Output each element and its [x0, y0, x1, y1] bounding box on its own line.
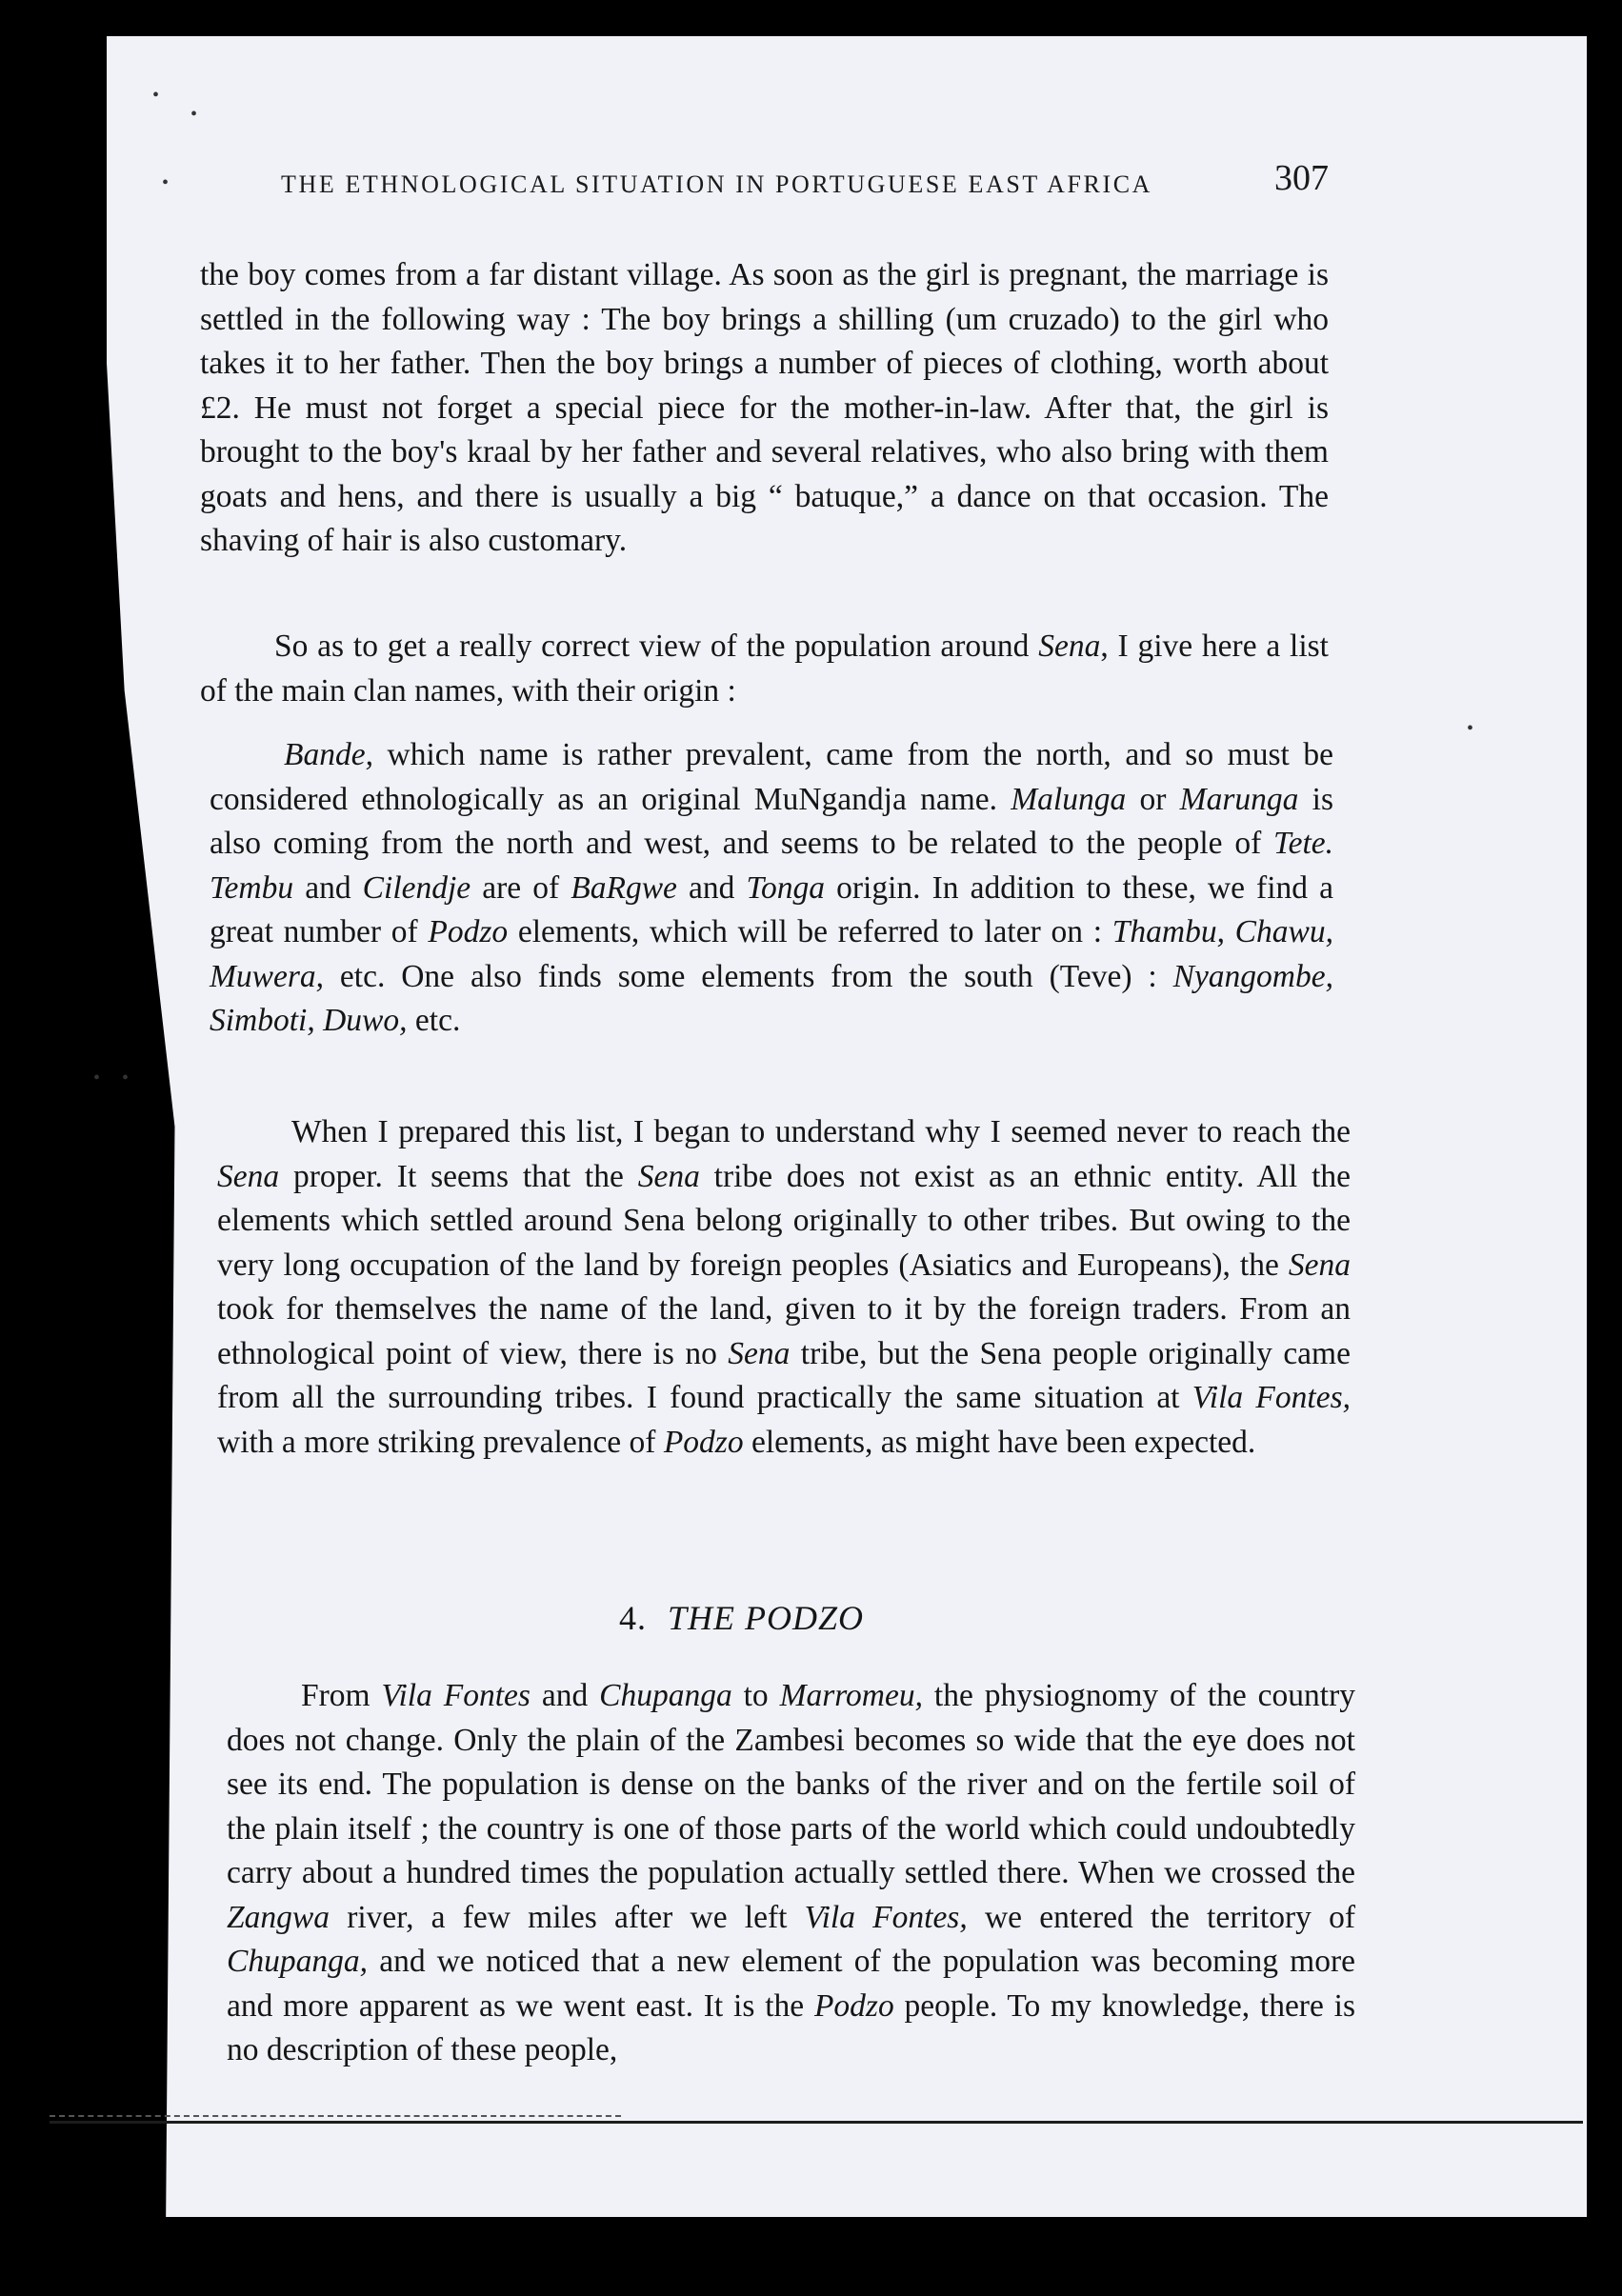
scan-speck: • — [122, 1068, 130, 1088]
text-run: and — [293, 869, 363, 906]
text-run: the physiognomy of the country does not change. Only the plain of the Zambesi becomes so wide that the eye does not see its end. The population is dense on the banks of the river and on the fertile soil of the plain itself ; the country is one of those parts of the world which could undoubtedly carry about a hundred times the population actually settled there. When we crossed the — [227, 1678, 1355, 1890]
page-number: 307 — [1274, 158, 1329, 198]
running-title: THE ETHNOLOGICAL SITUATION IN PORTUGUESE EAST AFRICA — [281, 170, 1153, 198]
paragraph-clan-list — [210, 733, 1333, 1044]
italic-term: Vila Fontes, — [1191, 1380, 1351, 1415]
scan-speck: • — [152, 85, 160, 106]
text-run: tribe does not exist as an ethnic entity. All the elements which settled around Sena belong originally to other tribes. But owing to the very long occupation of the land by foreign peoples (Asiatics and Europeans), the — [217, 1158, 1351, 1283]
text-run: When I prepared this list, I began to understand why I seemed never to reach the — [291, 1114, 1351, 1149]
text-run: tribe, but the Sena people originally came from all the surrounding tribes. I found practically the same situation at — [217, 1335, 1351, 1415]
text-run: and — [530, 1678, 600, 1713]
scan-speck: • — [93, 1068, 101, 1088]
italic-term: Zangwa — [227, 1899, 330, 1935]
scan-speck: • — [162, 172, 170, 193]
text-run: etc. — [407, 1003, 461, 1038]
section-number: 4. — [619, 1599, 647, 1637]
italic-term: Malunga — [1011, 781, 1127, 817]
text-run: elements, which will be referred to later on : — [508, 914, 1112, 949]
text-run: are of — [471, 869, 571, 906]
text-run: people. To my knowledge, there is no description of these people, — [227, 1987, 1355, 2067]
italic-term: Sena — [728, 1335, 791, 1371]
text-run: which name is rather prevalent, came from the north, and so must be considered ethnologically as an original MuNgandja name. — [210, 737, 1333, 817]
italic-term: Marunga — [1179, 781, 1299, 817]
paragraph-clan-intro — [200, 625, 1329, 713]
text-run: with a more striking prevalence of — [217, 1424, 664, 1460]
italic-term: Tete. — [1273, 826, 1333, 861]
text-run: took for themselves the name of the land, given to it by the foreign traders. From an ethnological point of view, there is no — [217, 1291, 1351, 1371]
paragraph-marriage: the boy comes from a far distant village. As soon as the girl is pregnant, the marriage is settled in the following way : The boy brings a shilling (um cruzado) to the girl who takes it to her father. Then the boy brings a number of pieces of clothing, worth about £2. He must not forget a special piece for the mother-in-law. After that, the girl is brought to the boy's kraal by her father and several relatives, who also bring with them goats and hens, and there is usually a big “ batuque,” a dance on that occasion. The shaving of hair is also customary. — [200, 257, 1329, 558]
italic-term: Sena — [217, 1158, 280, 1194]
italic-term: Tembu — [210, 869, 294, 906]
text-run: or — [1126, 781, 1180, 817]
text-run: river, a few miles after we left — [329, 1899, 805, 1935]
italic-term: Podzo — [813, 1987, 894, 2024]
italic-term: Sena — [637, 1158, 700, 1194]
scan-speck: • — [1467, 718, 1474, 739]
italic-term: Tonga — [746, 869, 826, 906]
text-run: and — [676, 869, 747, 906]
italic-term: Podzo — [663, 1424, 744, 1460]
text-run: to — [731, 1678, 780, 1713]
text-run: origin. In addition to these, we find a great number of — [210, 869, 1333, 949]
text-run: is also coming from the north and west, and seems to be related to the people of — [210, 781, 1333, 861]
italic-term: Chupanga, — [227, 1944, 368, 1979]
italic-term: Sena — [1288, 1247, 1351, 1283]
italic-term: Cilendje — [362, 869, 471, 906]
text-run: So as to get a really correct view of the population around — [274, 629, 1039, 664]
running-header — [281, 157, 1329, 203]
italic-term: Vila Fontes, — [804, 1899, 968, 1935]
italic-term: Chupanga — [599, 1678, 732, 1713]
text-run: elements, as might have been expected. — [743, 1424, 1256, 1460]
italic-term: Nyangombe, Simboti, Duwo, — [210, 958, 1333, 1038]
italic-term: Sena — [1038, 629, 1101, 664]
paragraph-podzo — [227, 1674, 1355, 2073]
bottom-dashed-rule — [50, 2115, 621, 2117]
text-run: From — [301, 1678, 382, 1713]
italic-term: Bande, — [284, 737, 373, 772]
italic-term: Thambu, Chawu, Muwera, — [210, 914, 1333, 994]
text-run: etc. One also finds some elements from the south (Teve) : — [324, 958, 1173, 994]
bottom-rule — [50, 2121, 1583, 2124]
section-heading — [619, 1598, 864, 1638]
text-run: we entered the territory of — [967, 1899, 1355, 1935]
italic-term: Podzo — [428, 914, 509, 949]
text-run: and we noticed that a new element of the population was becoming more and more apparent as we went east. It is the — [227, 1944, 1355, 2024]
italic-term: BaRgwe — [571, 869, 677, 906]
italic-term: Vila Fontes — [381, 1678, 531, 1713]
scan-speck: • — [190, 104, 198, 125]
italic-term: Marromeu, — [779, 1678, 923, 1713]
section-title: THE PODZO — [668, 1599, 865, 1637]
paragraph-sena-tribe — [217, 1110, 1351, 1465]
text-run: , I give here a list of the main clan names, with their origin : — [200, 629, 1329, 709]
text-run: proper. It seems that the — [279, 1158, 638, 1194]
